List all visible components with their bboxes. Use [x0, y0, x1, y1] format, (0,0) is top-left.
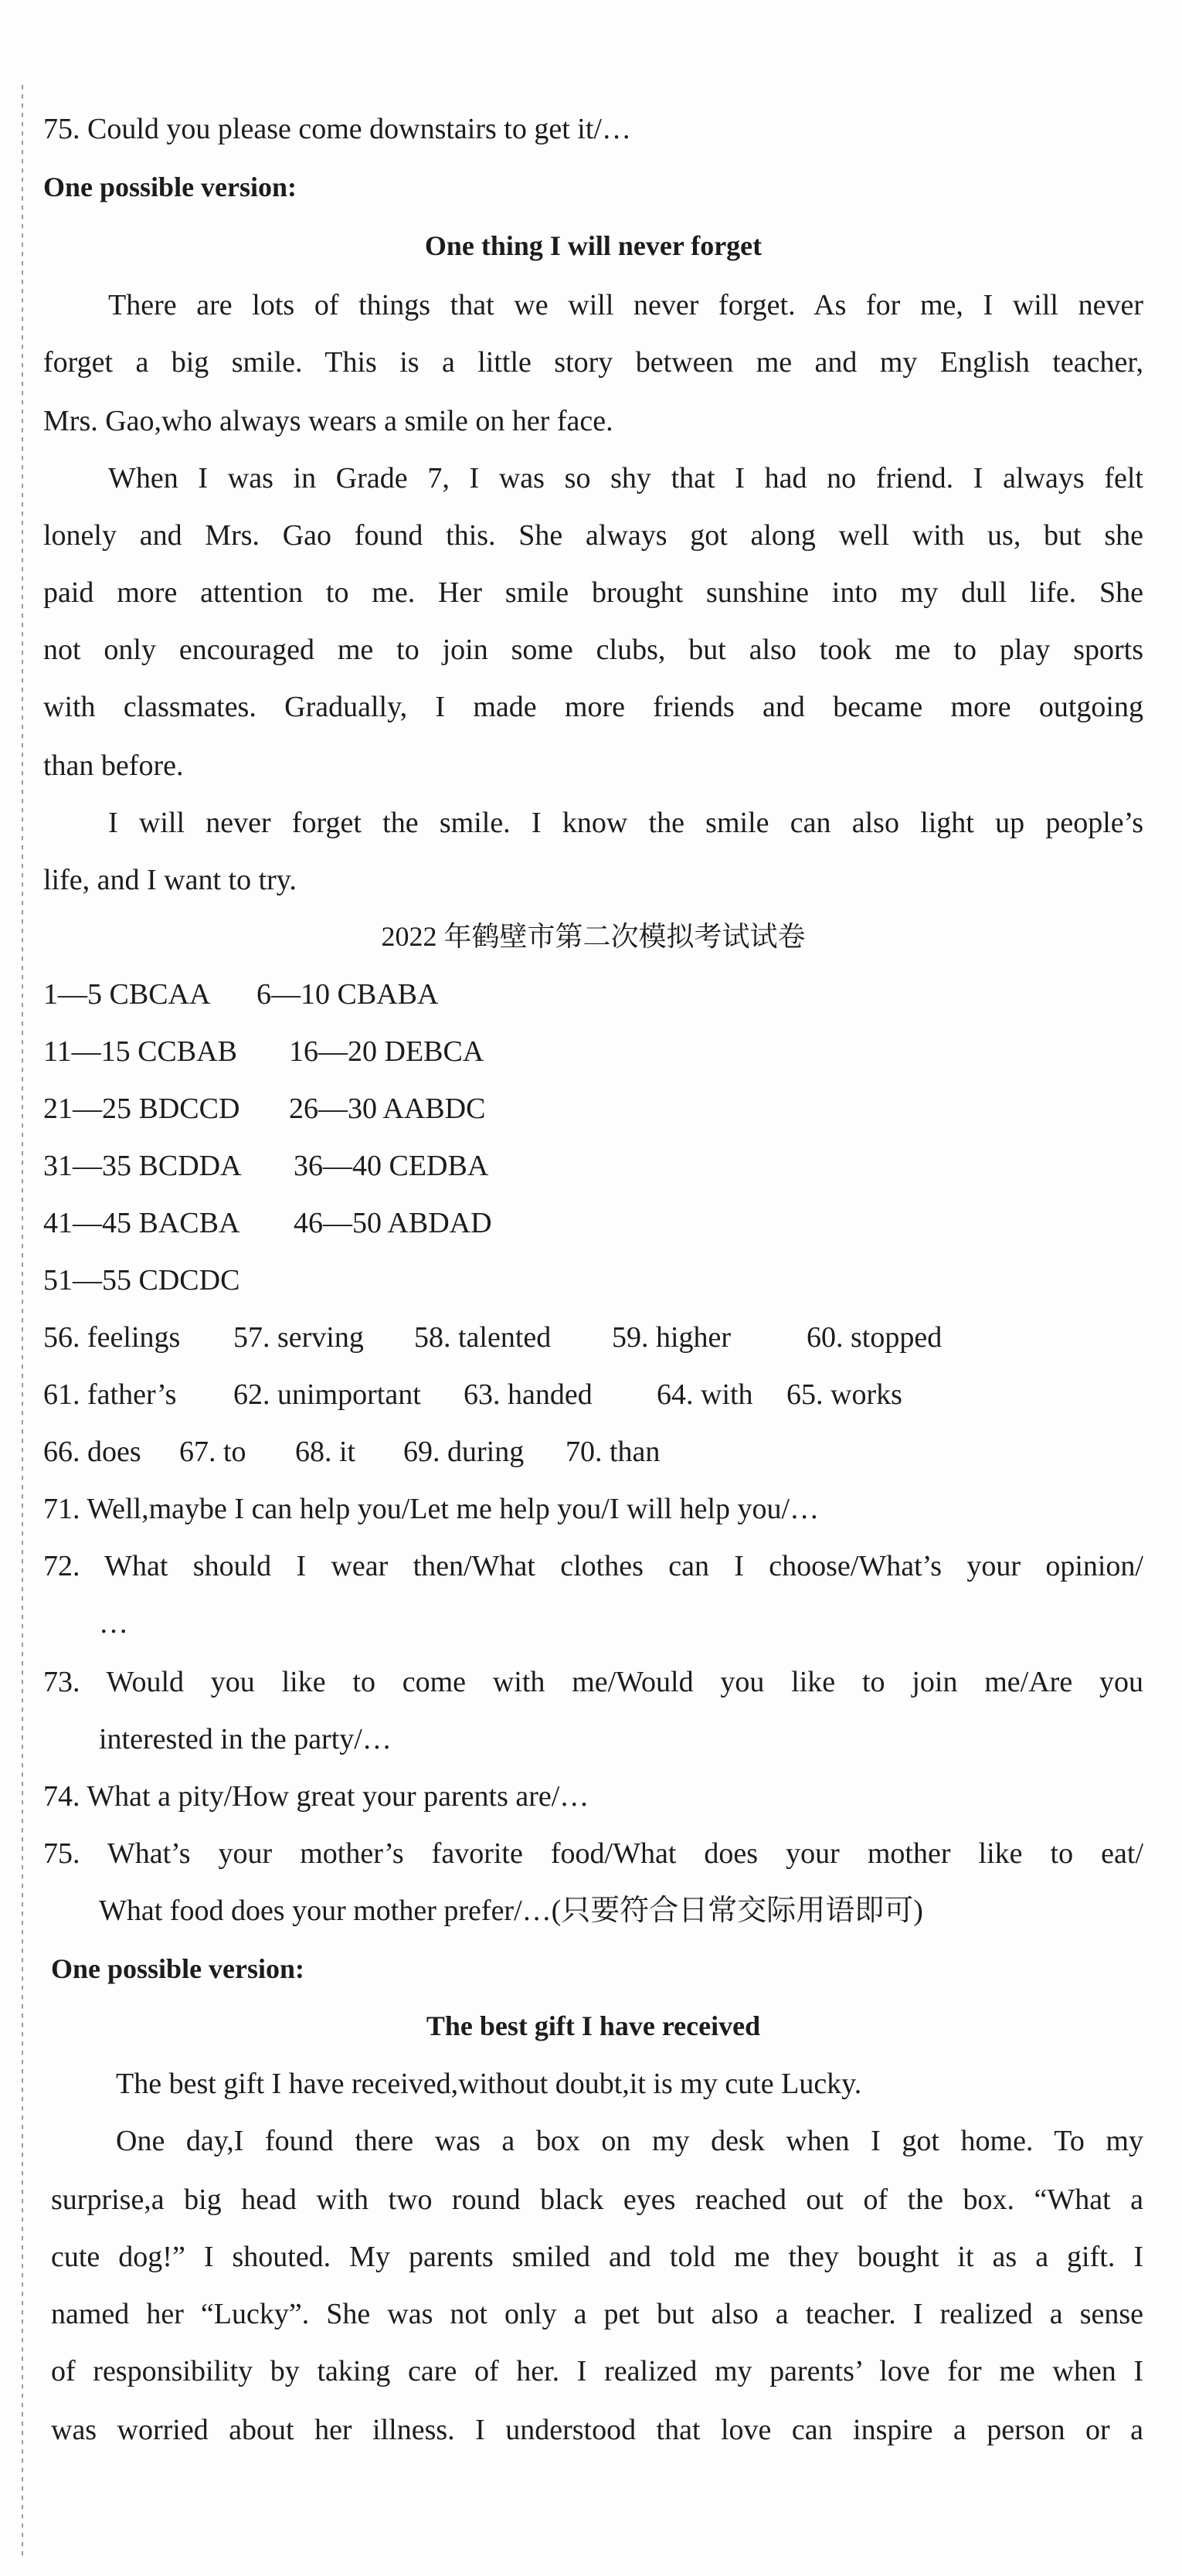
- mc-group: 1—5 CBCAA: [43, 978, 211, 1011]
- version-label-1: One possible version:: [43, 172, 297, 202]
- mc-row: [43, 1151, 1143, 1181]
- fill-answer: 67. to: [179, 1436, 246, 1468]
- essay1-line: When I was in Grade 7, I was so shy that I had no friend. I always felt: [108, 462, 1143, 494]
- fill-answer: 68. it: [295, 1436, 356, 1468]
- essay2-line: One day,I found there was a box on my desk when I got home. To my: [116, 2125, 1143, 2157]
- mc-row: [43, 1208, 1143, 1238]
- binding-margin-line: [22, 85, 23, 2557]
- fill-answer: 58. talented: [414, 1321, 552, 1354]
- mc-row: [43, 1037, 1143, 1066]
- essay1-line: There are lots of things that we will never forget. As for me, I will never: [108, 289, 1143, 321]
- essay1-line: with classmates. Gradually, I made more friends and became more outgoing: [43, 691, 1143, 723]
- mc-group: 21—25 BDCCD: [43, 1093, 240, 1125]
- mc-group: 31—35 BCDDA: [43, 1150, 242, 1182]
- mc-row: [43, 980, 1143, 1009]
- essay2-line: named her “Lucky”. She was not only a pet but also a teacher. I realized a sense: [51, 2298, 1143, 2330]
- mc-group: 26—30 AABDC: [289, 1093, 486, 1125]
- essay1-line: paid more attention to me. Her smile brought sunshine into my dull life. She: [43, 576, 1143, 609]
- essay1-line: Mrs. Gao,who always wears a smile on her face.: [43, 405, 613, 437]
- mc-row: [43, 1266, 1143, 1295]
- fill-answer: 65. works: [786, 1378, 902, 1411]
- dialog-line: 72. What should I wear then/What clothes can I choose/What’s your opinion/: [43, 1550, 1143, 1582]
- dialog-line: 75. What’s your mother’s favorite food/What does your mother like to eat/: [43, 1837, 1143, 1870]
- fill-answer: 66. does: [43, 1436, 141, 1468]
- mc-group: 36—40 CEDBA: [294, 1150, 489, 1182]
- version-label-2: One possible version:: [51, 1953, 305, 1984]
- fill-row: [43, 1437, 1143, 1466]
- mc-group: 46—50 ABDAD: [294, 1207, 492, 1239]
- fill-answer: 61. father’s: [43, 1378, 177, 1411]
- dialog-line: 71. Well,maybe I can help you/Let me help you/I will help you/…: [43, 1493, 820, 1525]
- essay2-line: The best gift I have received,without doubt,it is my cute Lucky.: [116, 2068, 862, 2100]
- essay2-line: was worried about her illness. I understood that love can inspire a person or a: [51, 2414, 1143, 2446]
- fill-row: [43, 1323, 1143, 1352]
- mc-group: 11—15 CCBAB: [43, 1035, 237, 1068]
- fill-answer: 59. higher: [612, 1321, 732, 1354]
- mc-group: 41—45 BACBA: [43, 1207, 240, 1239]
- fill-answer: 62. unimportant: [233, 1378, 421, 1411]
- fill-answer: 63. handed: [464, 1378, 593, 1411]
- essay2-line: cute dog!” I shouted. My parents smiled and told me they bought it as a gift. I: [51, 2241, 1143, 2273]
- essay2-line: of responsibility by taking care of her. I realized my parents’ love for me when I: [51, 2355, 1143, 2387]
- dialog-line: What food does your mother prefer/…(只要符合日常交际用语即可): [99, 1895, 923, 1927]
- essay1-line: lonely and Mrs. Gao found this. She always got along well with us, but she: [43, 519, 1143, 552]
- fill-answer: 64. with: [657, 1378, 753, 1411]
- fill-answer: 69. during: [403, 1436, 525, 1468]
- fill-row: [43, 1380, 1143, 1409]
- dialog-line: …: [99, 1607, 128, 1640]
- mc-group: 6—10 CBABA: [256, 978, 439, 1011]
- answer-75-top: 75. Could you please come downstairs to get it/…: [43, 113, 631, 145]
- dialog-line: 74. What a pity/How great your parents are/…: [43, 1780, 589, 1813]
- essay1-line: than before.: [43, 749, 184, 782]
- mc-group: 16—20 DEBCA: [289, 1035, 484, 1068]
- fill-answer: 56. feelings: [43, 1321, 181, 1354]
- fill-answer: 70. than: [566, 1436, 661, 1468]
- dialog-line: interested in the party/…: [99, 1723, 392, 1755]
- dialog-line: 73. Would you like to come with me/Would you like to join me/Are you: [43, 1666, 1143, 1698]
- exam-title: 2022 年鹤壁市第二次模拟考试试卷: [381, 921, 806, 952]
- mc-group: 51—55 CDCDC: [43, 1264, 240, 1296]
- fill-answer: 57. serving: [233, 1321, 364, 1354]
- fill-answer: 60. stopped: [807, 1321, 943, 1354]
- essay2-line: surprise,a big head with two round black eyes reached out of the box. “What a: [51, 2183, 1143, 2216]
- essay1-line: not only encouraged me to join some clubs, but also took me to play sports: [43, 634, 1143, 666]
- essay-title-2: The best gift I have received: [426, 2010, 761, 2041]
- essay-title-1: One thing I will never forget: [424, 230, 763, 261]
- essay1-line: forget a big smile. This is a little story between me and my English teacher,: [43, 346, 1143, 379]
- essay1-line: I will never forget the smile. I know the smile can also light up people’s: [108, 807, 1143, 839]
- mc-row: [43, 1094, 1143, 1123]
- essay1-line: life, and I want to try.: [43, 864, 297, 896]
